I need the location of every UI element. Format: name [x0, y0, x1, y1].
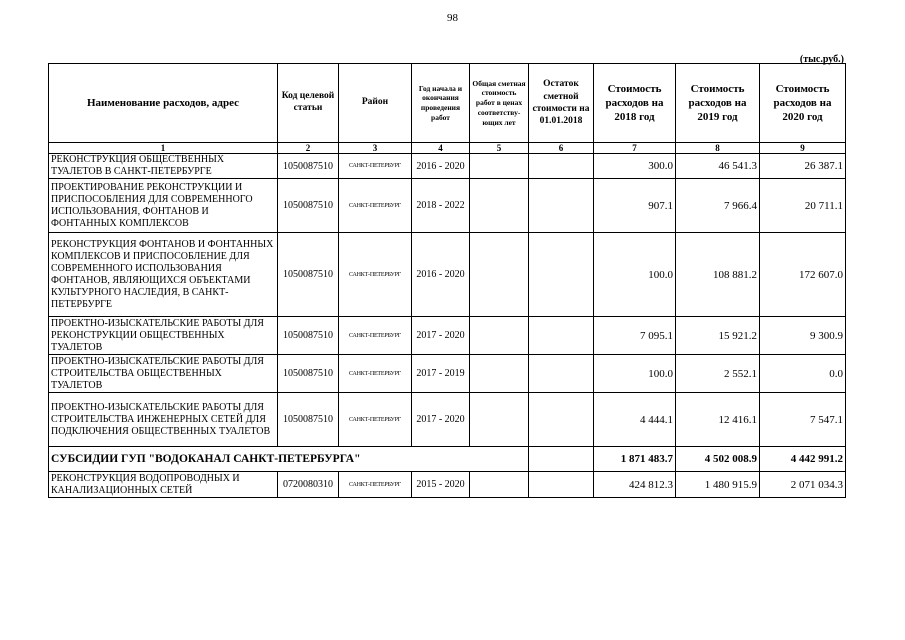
row-years: 2015 - 2020	[412, 472, 470, 498]
header-estimate: Общая сметная стоимость работ в ценах соответству-ющих лет	[470, 64, 529, 143]
row-name: РЕКОНСТРУКЦИЯ ОБЩЕСТВЕННЫХ ТУАЛЕТОВ В САНКТ-ПЕТЕРБУРГЕ	[49, 154, 278, 179]
row-district: САНКТ-ПЕТЕРБУРГ	[339, 355, 412, 393]
column-number: 6	[529, 143, 594, 154]
row-estimate	[470, 472, 529, 498]
table-row	[49, 233, 846, 317]
row-estimate	[470, 233, 529, 317]
row-years: 2017 - 2020	[412, 317, 470, 355]
row-cost-2018: 100.0	[594, 233, 676, 317]
row-cost-2018: 300.0	[594, 154, 676, 179]
row-estimate	[470, 393, 529, 447]
row-cost-2019: 108 881.2	[676, 233, 760, 317]
row-remainder	[529, 233, 594, 317]
row-cost-2020: 9 300.9	[760, 317, 846, 355]
subsidy-cost-2018: 1 871 483.7	[594, 447, 676, 472]
row-years: 2018 - 2022	[412, 179, 470, 233]
row-cost-2018: 7 095.1	[594, 317, 676, 355]
row-remainder	[529, 179, 594, 233]
row-district: САНКТ-ПЕТЕРБУРГ	[339, 317, 412, 355]
header-remainder: Остаток сметной стоимости на 01.01.2018	[529, 64, 594, 143]
row-estimate	[470, 355, 529, 393]
row-name: ПРОЕКТНО-ИЗЫСКАТЕЛЬСКИЕ РАБОТЫ ДЛЯ СТРОИТЕЛЬСТВА ОБЩЕСТВЕННЫХ ТУАЛЕТОВ	[49, 355, 278, 393]
row-remainder	[529, 317, 594, 355]
subsidy-row	[49, 447, 846, 472]
table-row	[49, 472, 846, 498]
column-number: 4	[412, 143, 470, 154]
row-district: САНКТ-ПЕТЕРБУРГ	[339, 393, 412, 447]
row-code: 0720080310	[278, 472, 339, 498]
header-cost-2019: Стоимость расходов на 2019 год	[676, 64, 760, 143]
row-remainder	[529, 472, 594, 498]
row-cost-2019: 2 552.1	[676, 355, 760, 393]
table-row	[49, 179, 846, 233]
header-name: Наименование расходов, адрес	[49, 64, 278, 143]
row-name: РЕКОНСТРУКЦИЯ ФОНТАНОВ И ФОНТАННЫХ КОМПЛЕКСОВ И ПРИСПОСОБЛЕНИЕ ДЛЯ СОВРЕМЕННОГО ИСПОЛЬЗОВАНИЯ ФОНТАНОВ, ЯВЛЯЮЩИХСЯ ОБЪЕКТАМИ КУЛЬТУРНОГО НАСЛЕДИЯ, В САНКТ-ПЕТЕРБУРГЕ	[49, 233, 278, 317]
row-estimate	[470, 154, 529, 179]
row-code: 1050087510	[278, 393, 339, 447]
row-cost-2020: 26 387.1	[760, 154, 846, 179]
row-district: САНКТ-ПЕТЕРБУРГ	[339, 472, 412, 498]
row-years: 2016 - 2020	[412, 233, 470, 317]
row-cost-2020: 2 071 034.3	[760, 472, 846, 498]
table-row	[49, 355, 846, 393]
row-remainder	[529, 154, 594, 179]
row-cost-2020: 172 607.0	[760, 233, 846, 317]
row-cost-2018: 907.1	[594, 179, 676, 233]
row-district: САНКТ-ПЕТЕРБУРГ	[339, 179, 412, 233]
column-number-row	[49, 143, 846, 154]
row-estimate	[470, 317, 529, 355]
header-district: Район	[339, 64, 412, 143]
row-remainder	[529, 393, 594, 447]
column-number: 5	[470, 143, 529, 154]
header-cost-2020: Стоимость расходов на 2020 год	[760, 64, 846, 143]
row-cost-2018: 100.0	[594, 355, 676, 393]
header-cost-2018: Стоимость расходов на 2018 год	[594, 64, 676, 143]
row-cost-2018: 4 444.1	[594, 393, 676, 447]
row-years: 2016 - 2020	[412, 154, 470, 179]
row-name: ПРОЕКТИРОВАНИЕ РЕКОНСТРУКЦИИ И ПРИСПОСОБЛЕНИЯ ДЛЯ СОВРЕМЕННОГО ИСПОЛЬЗОВАНИЯ, ФОНТАНОВ И ФОНТАННЫХ КОМПЛЕКСОВ	[49, 179, 278, 233]
page-number: 98	[447, 12, 458, 24]
row-cost-2019: 12 416.1	[676, 393, 760, 447]
row-district: САНКТ-ПЕТЕРБУРГ	[339, 154, 412, 179]
column-number: 3	[339, 143, 412, 154]
row-years: 2017 - 2020	[412, 393, 470, 447]
row-code: 1050087510	[278, 355, 339, 393]
row-name: РЕКОНСТРУКЦИЯ ВОДОПРОВОДНЫХ И КАНАЛИЗАЦИОННЫХ СЕТЕЙ	[49, 472, 278, 498]
row-code: 1050087510	[278, 154, 339, 179]
subsidy-remainder	[529, 447, 594, 472]
row-name: ПРОЕКТНО-ИЗЫСКАТЕЛЬСКИЕ РАБОТЫ ДЛЯ РЕКОНСТРУКЦИИ ОБЩЕСТВЕННЫХ ТУАЛЕТОВ	[49, 317, 278, 355]
row-code: 1050087510	[278, 233, 339, 317]
row-code: 1050087510	[278, 179, 339, 233]
table-row	[49, 154, 846, 179]
column-number: 1	[49, 143, 278, 154]
units-label: (тыс.руб.)	[799, 54, 844, 65]
subsidy-cost-2020: 4 442 991.2	[760, 447, 846, 472]
row-cost-2019: 7 966.4	[676, 179, 760, 233]
subsidy-title: СУБСИДИИ ГУП "ВОДОКАНАЛ САНКТ-ПЕТЕРБУРГА"	[49, 447, 529, 472]
subsidy-cost-2019: 4 502 008.9	[676, 447, 760, 472]
row-cost-2019: 15 921.2	[676, 317, 760, 355]
column-number: 8	[676, 143, 760, 154]
row-estimate	[470, 179, 529, 233]
row-years: 2017 - 2019	[412, 355, 470, 393]
table-row	[49, 393, 846, 447]
row-cost-2019: 46 541.3	[676, 154, 760, 179]
table-row	[49, 317, 846, 355]
row-cost-2020: 7 547.1	[760, 393, 846, 447]
row-cost-2020: 0.0	[760, 355, 846, 393]
header-years: Год начала и окончания проведения работ	[412, 64, 470, 143]
row-remainder	[529, 355, 594, 393]
row-district: САНКТ-ПЕТЕРБУРГ	[339, 233, 412, 317]
header-row	[49, 64, 846, 143]
column-number: 7	[594, 143, 676, 154]
row-cost-2018: 424 812.3	[594, 472, 676, 498]
header-code: Код целевой статьи	[278, 64, 339, 143]
row-code: 1050087510	[278, 317, 339, 355]
column-number: 2	[278, 143, 339, 154]
row-cost-2020: 20 711.1	[760, 179, 846, 233]
budget-table	[48, 63, 846, 498]
column-number: 9	[760, 143, 846, 154]
row-cost-2019: 1 480 915.9	[676, 472, 760, 498]
row-name: ПРОЕКТНО-ИЗЫСКАТЕЛЬСКИЕ РАБОТЫ ДЛЯ СТРОИТЕЛЬСТВА ИНЖЕНЕРНЫХ СЕТЕЙ ДЛЯ ПОДКЛЮЧЕНИЯ ОБЩЕСТВЕННЫХ ТУАЛЕТОВ	[49, 393, 278, 447]
